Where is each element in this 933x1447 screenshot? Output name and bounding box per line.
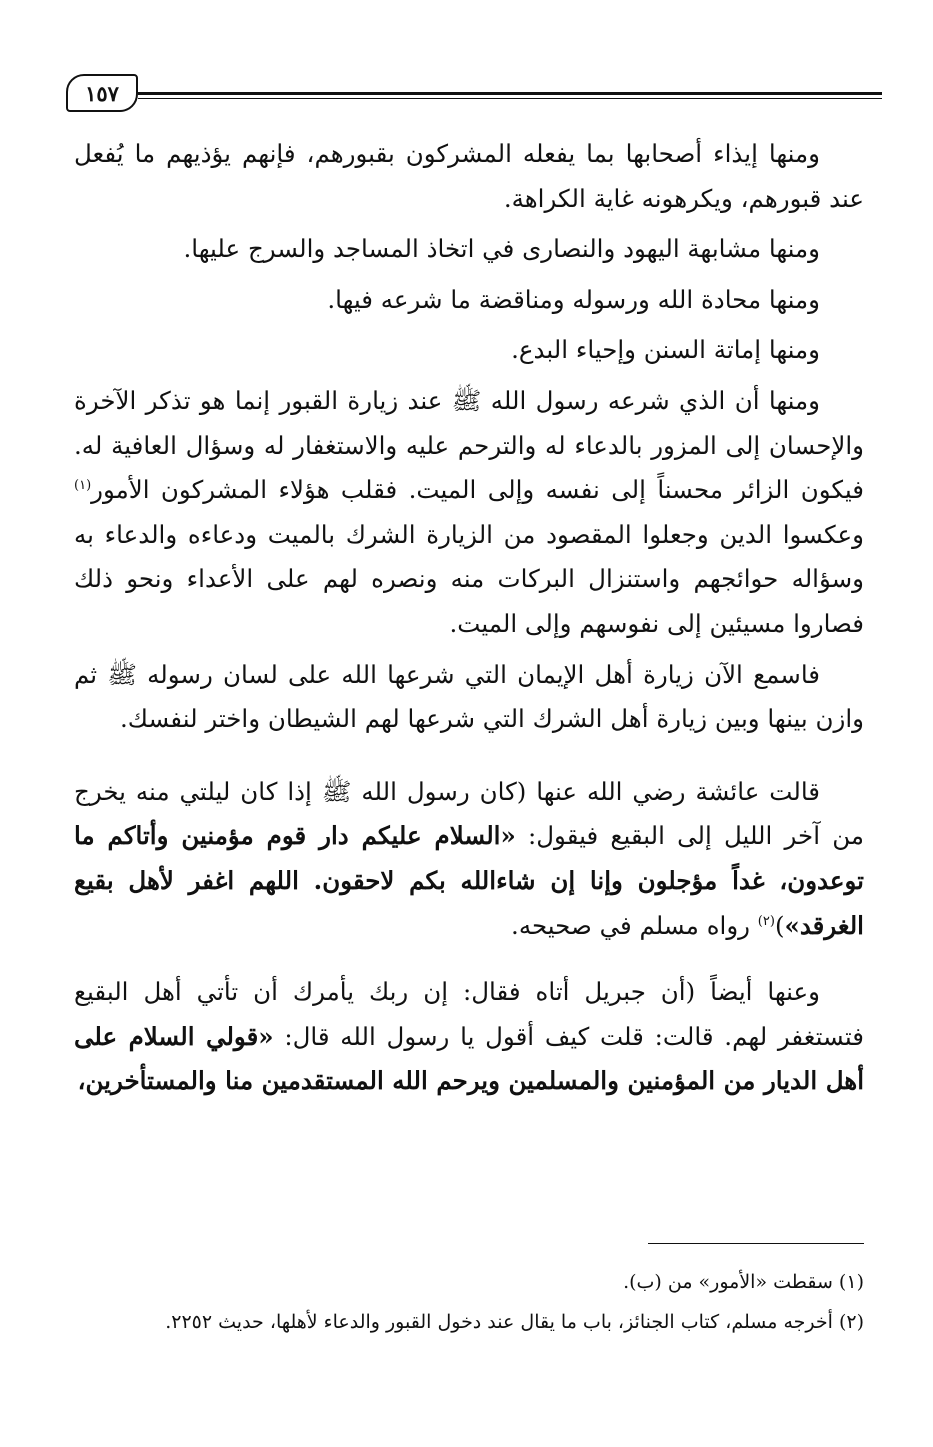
footnotes xyxy=(74,1262,864,1342)
footnote: (٢) أخرجه مسلم، كتاب الجنائز، باب ما يقال عند دخول القبور والدعاء لأهلها، حديث ٢٢٥٢. xyxy=(165,1311,864,1333)
hadith-quote: «قولي السلام على أهل الديار من المؤمنين والمسلمين ويرحم الله المستقدمين منا والمستأخرين، xyxy=(74,1021,864,1096)
footnote-ref: (١) xyxy=(74,478,92,493)
text-run: وعنها أيضاً (أن جبريل أتاه فقال: إن ربك يأمرك أن تأتي أهل البقيع فتستغفر لهم. قالت: قلت كيف أقول يا رسول الله قال: xyxy=(74,977,864,1051)
footnote-separator xyxy=(648,1243,864,1244)
text-run: ومنها مشابهة اليهود والنصارى في اتخاذ المساجد والسرج عليها. xyxy=(183,234,820,264)
main-text xyxy=(74,132,864,1104)
footnote-ref: (٢) xyxy=(757,913,775,929)
text-run: ومنها إيذاء أصحابها بما يفعله المشركون بقبورهم، فإنهم يؤذيهم ما يُفعل عند قبورهم، ويكرهونه غاية الكراهة. xyxy=(74,139,864,213)
text-run: ومنها أن الذي شرعه رسول الله ﷺ عند زيارة القبور إنما هو تذكر الآخرة والإحسان إلى المزور بالدعاء له والترحم عليه والاستغفار له وسؤال العافية له. فيكون الزائر محسناً إلى نفسه وإلى الميت. فقلب هؤلاء المشركون الأمور xyxy=(74,385,864,505)
page-number: ١٥٧ xyxy=(66,74,138,112)
paragraph xyxy=(74,970,864,1104)
paragraph xyxy=(74,653,864,742)
paragraph xyxy=(74,379,864,647)
paragraph xyxy=(74,278,864,323)
hadith-quote: «السلام عليكم دار قوم مؤمنين وأتاكم ما توعدون، غداً مؤجلون وإنا إن شاءالله بكم لاحقون. اللهم اغفر لأهل بقيع الغرقد» xyxy=(74,821,864,940)
paragraph xyxy=(74,770,864,948)
page-header xyxy=(66,74,882,114)
header-rule-thick xyxy=(138,92,882,95)
text-run: وعكسوا الدين وجعلوا المقصود من الزيارة الشرك بالميت ودعاءه والدعاء به وسؤاله حوائجهم واستنزال البركات منه ونصره لهم على الأعداء ونحو ذلك فصاروا مسيئين إلى نفوسهم وإلى الميت. xyxy=(74,519,864,638)
text-run: ) xyxy=(774,910,785,940)
text-run: فاسمع الآن زيارة أهل الإيمان التي شرعها الله على لسان رسوله ﷺ ثم وازن بينها وبين زيارة أهل الشرك التي شرعها لهم الشيطان واختر لنفسك. xyxy=(74,659,864,734)
text-run: رواه مسلم في صحيحه. xyxy=(511,910,758,940)
footnote: (١) سقطت «الأمور» من (ب). xyxy=(623,1271,864,1293)
text-run: قالت عائشة رضي الله عنها (كان رسول الله ﷺ إذا كان ليلتي منه يخرج من آخر الليل إلى البقيع فيقول: xyxy=(74,776,864,851)
paragraph xyxy=(74,328,864,373)
header-rule-thin xyxy=(138,98,882,99)
paragraph xyxy=(74,132,864,221)
paragraph xyxy=(74,227,864,272)
text-run: ومنها محادة الله ورسوله ومناقضة ما شرعه فيها. xyxy=(327,284,820,314)
text-run: ومنها إماتة السنن وإحياء البدع. xyxy=(511,335,820,365)
